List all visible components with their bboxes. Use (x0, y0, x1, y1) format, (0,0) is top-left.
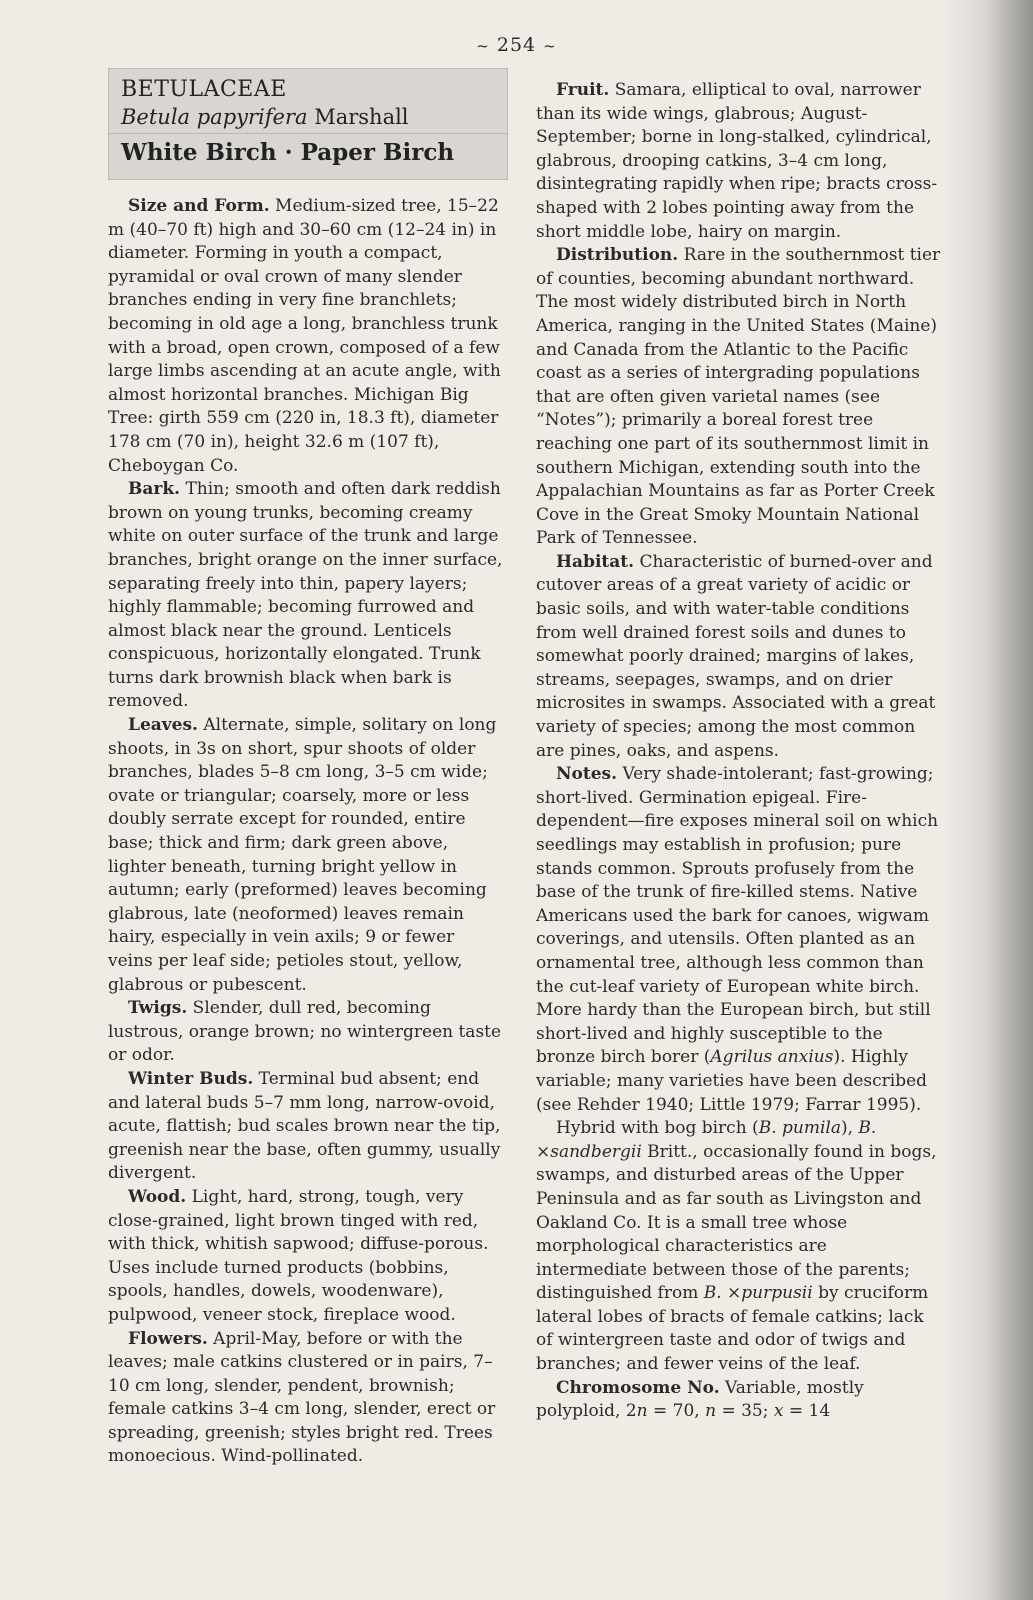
hybrid-t4: by cruciform lateral lobes of bracts of female catkins; lack of wintergreen taste and odor of twigs and branches; and fewer veins of the leaf. (536, 1283, 929, 1375)
left-column (108, 195, 503, 1469)
heading-wood: Wood. (128, 1186, 187, 1207)
italic-agrilus: Agrilus anxius (710, 1047, 834, 1068)
text-notes-1: Very shade-intolerant; fast-growing; short-lived. Germination epigeal. Fire-dependent—fire exposes mineral soil on which seedlings may establish in profusion; pure stands common. Sprouts profusely from the base of the trunk of fire-killed stems. Native Americans used the bark for canoes, wigwam coverings, and utensils. Often planted as an ornamental tree, although less common than the cut-leaf variety of European white birch. More hardy than the European birch, but still short-lived and highly susceptible to the bronze birch borer ( (536, 764, 939, 1068)
text-fruit: Samara, elliptical to oval, narrower than its wide wings, glabrous; August-September; borne in long-stalked, cylindrical, glabrous, drooping catkins, 3–4 cm long, disintegrating rapidly when ripe; bracts cross-shaped with 2 lobes pointing away from the short middle lobe, hairy on margin. (536, 80, 938, 242)
heading-notes: Notes. (556, 764, 618, 785)
section-distribution (536, 244, 941, 551)
page-edge-shadow (943, 0, 1033, 1600)
text-notes-2: ). Highly variable; many varieties have been described (see Rehder 1940; Little 1979; Farrar 1995). (536, 1047, 928, 1115)
heading-leaves: Leaves. (128, 715, 198, 736)
title-divider (109, 133, 507, 134)
text-bark: Thin; smooth and often dark reddish brown on young trunks, becoming creamy white on outer surface of the trunk and large branches, bright orange on the inner surface, separating freely into thin, papery layers; highly flammable; becoming furrowed and almost black near the ground. Lenticels conspicuous, horizontally elongated. Trunk turns dark brownish black when bark is removed. (108, 479, 503, 712)
scientific-name (121, 105, 409, 129)
text-size-form: Medium-sized tree, 15–22 m (40–70 ft) high and 30–60 cm (12–24 in) in diameter. Forming in youth a compact, pyramidal or oval crown of many slender branches ending in very fine branchlets; becoming in old age a long, branchless trunk with a broad, open crown, composed of a few large limbs ascending at an acute angle, with almost horizontal branches. Michigan Big Tree: girth 559 cm (220 in, 18.3 ft), diameter 178 cm (70 in), height 32.6 m (107 ft), Cheboygan Co. (108, 196, 501, 476)
text-flowers: April-May, before or with the leaves; male catkins clustered or in pairs, 7–10 cm long, slender, pendent, brownish; female catkins 3–4 cm long, slender, erect or spreading, greenish; styles bright red. Trees monoecious. Wind-pollinated. (108, 1328, 496, 1467)
chrom-t2: = 70, (647, 1401, 706, 1422)
species-title-box (108, 68, 508, 180)
hybrid-t3: Britt., occasionally found in bogs, swamps, and disturbed areas of the Upper Peninsula and as far south as Livingston and Oakland Co. It is a small tree whose morphological characteristics are intermediate between those of the parents; distinguished from (536, 1141, 937, 1304)
heading-distribution: Distribution. (556, 245, 679, 266)
heading-twigs: Twigs. (128, 998, 188, 1019)
hybrid-i2: B. ×sandbergii (536, 1118, 877, 1162)
text-distribution: Rare in the southernmost tier of counties, becoming abundant northward. The most widely distributed birch in North America, ranging in the United States (Maine) and Canada from the Atlantic to the Pacific coast as a series of intergrading populations that are often given varietal names (see “Notes”); primarily a boreal forest tree reaching one part of its southernmost limit in southern Michigan, extending south into the Appalachian Mountains as far as Porter Creek Cove in the Great Smoky Mountain National Park of Tennessee. (536, 245, 941, 549)
chrom-t3: = 35; (716, 1401, 774, 1422)
heading-habitat: Habitat. (556, 551, 635, 572)
heading-size-form: Size and Form. (128, 196, 270, 216)
hybrid-t1: Hybrid with bog birch ( (556, 1118, 759, 1139)
section-leaves (108, 714, 503, 997)
heading-chromosome: Chromosome No. (556, 1377, 720, 1398)
authority: Marshall (307, 105, 409, 129)
section-hybrid (536, 1117, 941, 1377)
section-fruit (536, 79, 941, 244)
ornament-right: ~ (543, 37, 557, 55)
right-column (536, 79, 941, 1424)
section-flowers (108, 1328, 503, 1470)
heading-winter-buds: Winter Buds. (128, 1068, 254, 1089)
section-wood (108, 1186, 503, 1328)
common-name: White Birch · Paper Birch (121, 139, 455, 166)
chrom-t1: Variable, mostly polyploid, 2 (536, 1377, 864, 1422)
hybrid-i3: B. ×purpusii (703, 1283, 813, 1304)
text-twigs: Slender, dull red, becoming lustrous, orange brown; no wintergreen taste or odor. (108, 998, 502, 1066)
section-size-form (108, 195, 503, 478)
heading-flowers: Flowers. (128, 1328, 208, 1349)
hybrid-t2: ), (840, 1118, 859, 1139)
ornament-left: ~ (476, 37, 490, 55)
section-habitat (536, 551, 941, 763)
heading-bark: Bark. (128, 479, 181, 500)
chrom-n2: n (705, 1401, 717, 1422)
text-habitat: Characteristic of burned-over and cutover areas of a great variety of acidic or basic soils, and with water-table conditions from well drained forest soils and dunes to somewhat poorly drained; margins of lakes, streams, seepages, swamps, and on drier microsites in swamps. Associated with a great variety of species; among the most common are pines, oaks, and aspens. (536, 551, 936, 761)
section-notes (536, 763, 941, 1117)
section-chromosome (536, 1377, 941, 1424)
section-bark (108, 478, 503, 714)
section-twigs (108, 997, 503, 1068)
chrom-n1: n (636, 1401, 648, 1422)
chrom-x: x (773, 1401, 784, 1422)
genus-species: Betula papyrifera (121, 105, 308, 129)
page-number-text: 254 (496, 34, 537, 56)
text-winter-buds: Terminal bud absent; end and lateral buds 5–7 mm long, narrow-ovoid, acute, flattish; bud scales brown near the tip, greenish near the base, often gummy, usually divergent. (108, 1068, 501, 1184)
text-wood: Light, hard, strong, tough, very close-grained, light brown tinged with red, with thick, whitish sapwood; diffuse-porous. Uses include turned products (bobbins, spools, handles, dowels, woodenware), pulpwood, veneer stock, fireplace wood. (108, 1186, 489, 1325)
hybrid-i1: B. pumila (758, 1118, 841, 1139)
heading-fruit: Fruit. (556, 80, 610, 100)
text-leaves: Alternate, simple, solitary on long shoots, in 3s on short, spur shoots of older branches, blades 5–8 cm long, 3–5 cm wide; ovate or triangular; coarsely, more or less doubly serrate except for rounded, entire base; thick and firm; dark green above, lighter beneath, turning bright yellow in autumn; early (preformed) leaves becoming glabrous, late (neoformed) leaves remain hairy, especially in vein axils; 9 or fewer veins per leaf side; petioles stout, yellow, glabrous or pubescent. (108, 715, 497, 995)
page-number (0, 34, 1033, 56)
section-winter-buds (108, 1068, 503, 1186)
family-name: BETULACEAE (121, 77, 287, 102)
chrom-t4: = 14 (783, 1401, 831, 1422)
